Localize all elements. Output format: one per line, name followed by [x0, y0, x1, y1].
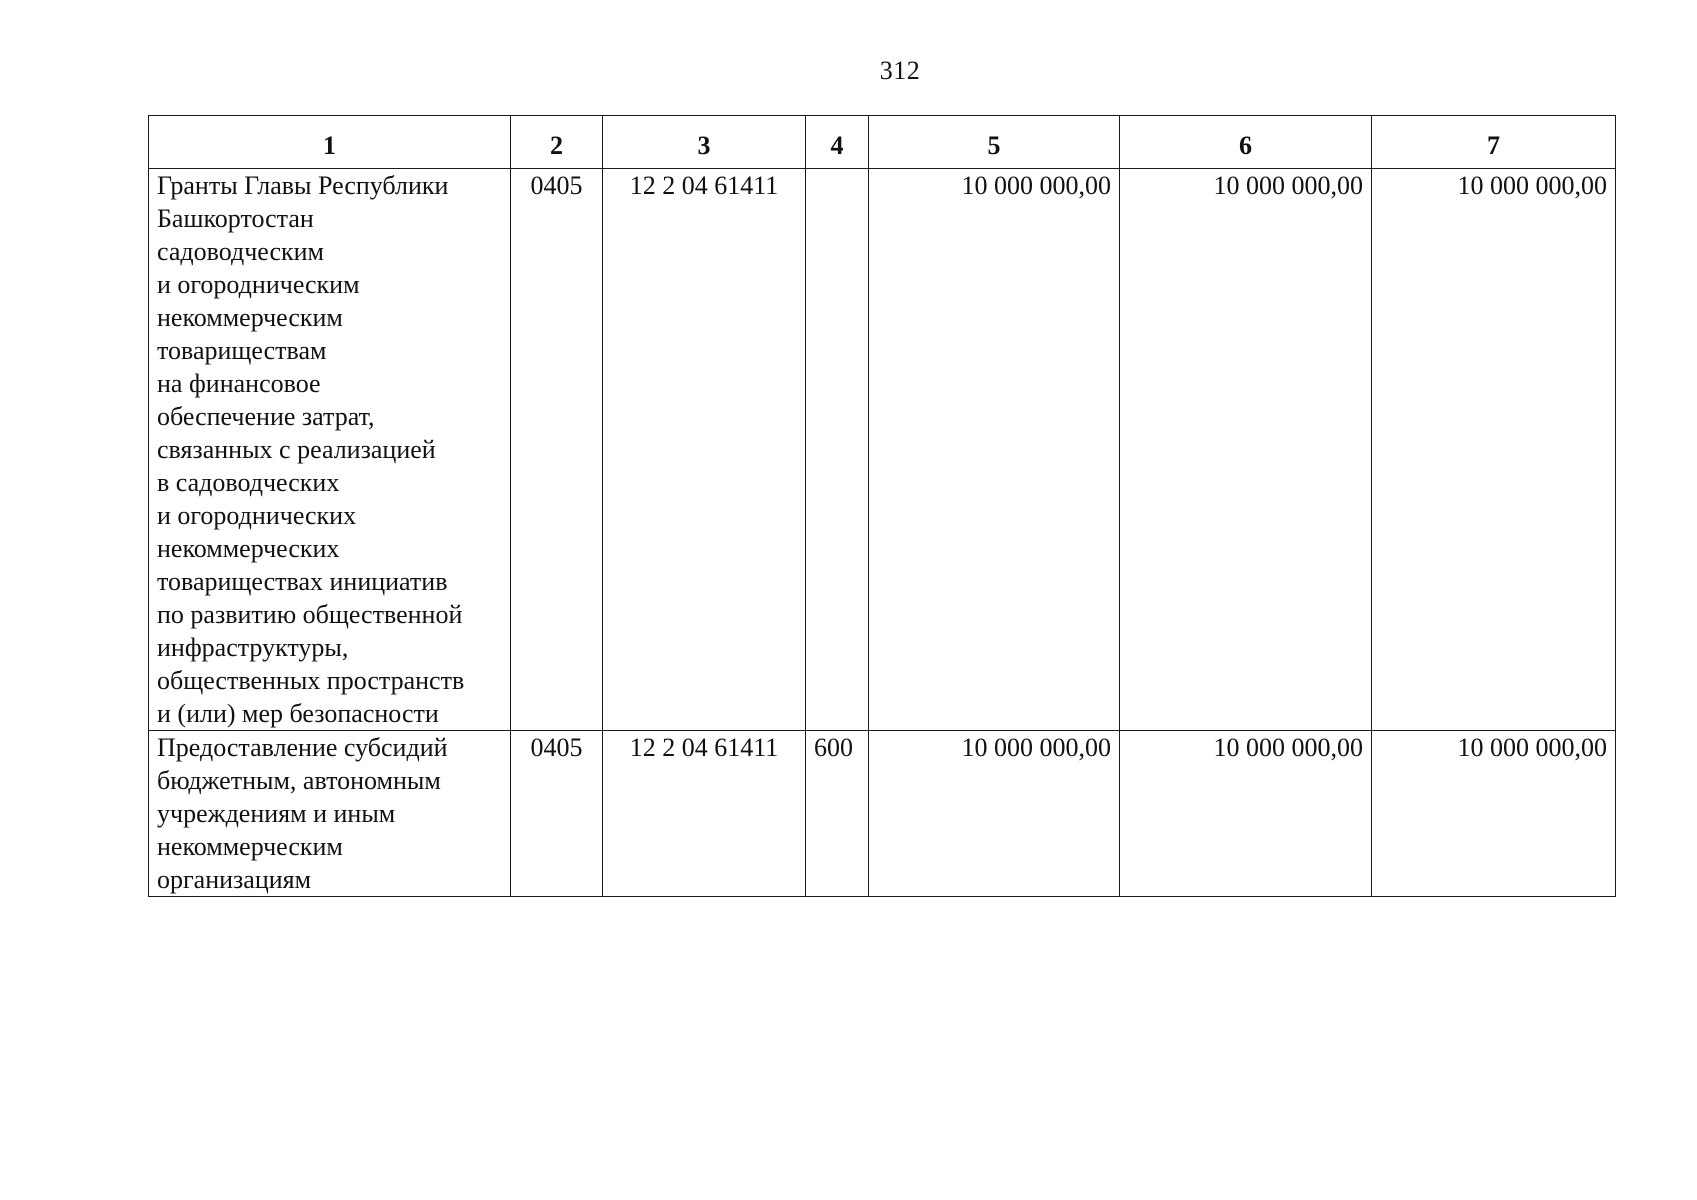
row-name-line: организациям [157, 865, 312, 894]
page-number: 312 [879, 56, 921, 85]
row-name-line: учреждениям и иным [157, 799, 396, 828]
row-name-line: и (или) мер безопасности [157, 699, 439, 728]
row-name-line: и огородническим [157, 270, 360, 299]
amount-cell-6: 10 000 000,00 [1120, 731, 1372, 897]
header-col-2: 2 [511, 116, 603, 169]
budget-table [148, 115, 1616, 897]
row-name-line: инфраструктуры, [157, 633, 349, 662]
expense-type-cell: 600 [806, 731, 869, 897]
header-row [149, 116, 1616, 169]
amount-cell-7: 10 000 000,00 [1372, 169, 1616, 731]
header-col-1: 1 [149, 116, 511, 169]
header-col-6: 6 [1120, 116, 1372, 169]
target-article-cell: 12 2 04 61411 [603, 169, 806, 731]
row-name-line: некоммерческим [157, 303, 343, 332]
amount-cell-5: 10 000 000,00 [869, 731, 1120, 897]
row-name-line: общественных пространств [157, 666, 465, 695]
row-name-cell [149, 731, 511, 897]
header-col-5: 5 [869, 116, 1120, 169]
row-name-line: обеспечение затрат, [157, 402, 375, 431]
expense-type-cell [806, 169, 869, 731]
section-code-cell: 0405 [511, 731, 603, 897]
row-name-line: на финансовое [157, 369, 321, 398]
amount-cell-7: 10 000 000,00 [1372, 731, 1616, 897]
row-name-line: товариществам [157, 336, 327, 365]
row-name-line: бюджетным, автономным [157, 766, 441, 795]
row-name-line: Гранты Главы Республики [157, 171, 449, 200]
row-name-line: садоводческим [157, 237, 325, 266]
row-name-line: Башкортостан [157, 204, 314, 233]
row-name-line: Предоставление субсидий [157, 733, 448, 762]
target-article-cell: 12 2 04 61411 [603, 731, 806, 897]
table-row [149, 169, 1616, 731]
row-name-line: связанных с реализацией [157, 435, 436, 464]
row-name-cell [149, 169, 511, 731]
section-code-cell: 0405 [511, 169, 603, 731]
row-name-line: товариществах инициатив [157, 567, 448, 596]
row-name-line: некоммерческих [157, 534, 340, 563]
row-name-line: некоммерческим [157, 832, 343, 861]
row-name-line: и огороднических [157, 501, 357, 530]
amount-cell-6: 10 000 000,00 [1120, 169, 1372, 731]
header-col-4: 4 [806, 116, 869, 169]
amount-cell-5: 10 000 000,00 [869, 169, 1120, 731]
table-row [149, 731, 1616, 897]
row-name-line: в садоводческих [157, 468, 340, 497]
header-col-7: 7 [1372, 116, 1616, 169]
row-name-line: по развитию общественной [157, 600, 463, 629]
header-col-3: 3 [603, 116, 806, 169]
